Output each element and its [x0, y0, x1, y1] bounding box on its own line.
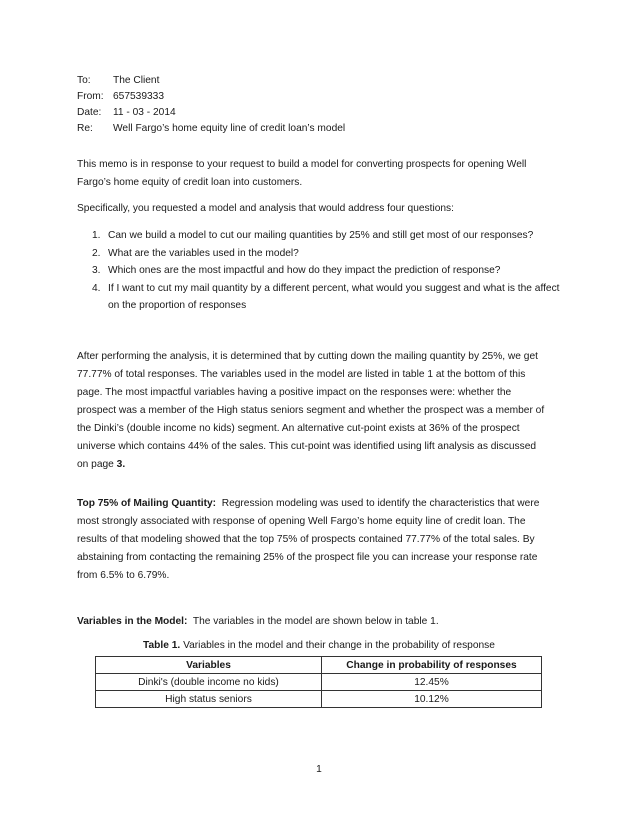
list-number: 4.	[92, 282, 101, 294]
caption-text: Variables in the model and their change in the probability of response	[183, 640, 495, 651]
page-reference: 3.	[116, 459, 126, 470]
from-value: 657539333	[113, 91, 164, 102]
cell-change: 10.12%	[322, 691, 542, 708]
to-label: To:	[77, 75, 91, 86]
header-date-row	[77, 105, 345, 121]
variables-text: The variables in the model are shown below in table 1.	[192, 616, 439, 627]
summary-text: After performing the analysis, it is determined that by cutting down the mailing quantity by 25%, we get 77.77% of total responses. The variables used in the model are listed in table 1 at the bottom of this page. The most impactful variables having a positive impact on the responses were: whether the prospect was a member of the High status seniors segment and whether the prospect was a member of the Dinki’s (double income no kids) segment. An alternative cut-point exists at 36% of the prospect universe which contains 44% of the sales. This cut-point was identified using lift analysis as discussed on page	[77, 351, 545, 470]
list-text: Which ones are the most impactful and how do they impact the prediction of response?	[108, 265, 501, 276]
header-from-row	[77, 89, 345, 105]
table-row	[96, 674, 542, 691]
summary-paragraph	[77, 348, 547, 474]
cell-change: 12.45%	[322, 674, 542, 691]
header-re-row	[77, 121, 345, 137]
variables-heading: Variables in the Model:	[77, 616, 188, 627]
top75-paragraph	[77, 495, 547, 585]
date-value: 11 - 03 - 2014	[113, 107, 176, 118]
from-label: From:	[77, 91, 104, 102]
list-item	[92, 280, 562, 315]
request-paragraph: Specifically, you requested a model and analysis that would address four questions:	[77, 203, 454, 214]
intro-paragraph: This memo is in response to your request to build a model for converting prospects for opening Well Fargo’s home equity of credit loan into customers.	[77, 159, 527, 188]
table-header-row	[96, 657, 542, 674]
header-change: Change in probability of responses	[322, 657, 542, 674]
list-text: What are the variables used in the model?	[108, 247, 299, 259]
to-value: The Client	[113, 75, 160, 86]
list-number: 1.	[92, 230, 101, 241]
header-variables: Variables	[96, 657, 322, 674]
table-row	[96, 691, 542, 708]
cell-variable: Dinki's (double income no kids)	[96, 674, 322, 691]
re-value: Well Fargo’s home equity line of credit loan’s model	[113, 123, 346, 134]
page-number: 1	[316, 764, 322, 775]
list-text: If I want to cut my mail quantity by a different percent, what would you suggest and what is the affect on the proportion of responses	[108, 282, 560, 311]
list-number: 3.	[92, 265, 101, 276]
list-number: 2.	[92, 247, 101, 259]
list-item	[92, 262, 562, 280]
variables-table	[95, 656, 542, 708]
re-label: Re:	[77, 123, 93, 134]
top75-text: Regression modeling was used to identify the characteristics that were most strongly associated with response of opening Well Fargo’s home equity line of credit loan. The results of that modeling showed that the top 75% of prospects contained 77.77% of the total sales. By abstaining from contacting the remaining 25% of the prospect file you can increase your response rate from 6.5% to 6.79%.	[77, 498, 540, 581]
list-item	[92, 245, 562, 263]
top75-heading: Top 75% of Mailing Quantity:	[77, 498, 217, 509]
list-text: Can we build a model to cut our mailing quantities by 25% and still get most of our responses?	[108, 230, 534, 241]
cell-variable: High status seniors	[96, 691, 322, 708]
variables-paragraph	[77, 613, 547, 631]
date-label: Date:	[77, 107, 102, 118]
memo-header	[77, 73, 345, 137]
questions-list	[92, 227, 562, 315]
caption-label: Table 1.	[143, 640, 181, 651]
list-item	[92, 227, 562, 245]
header-to-row	[77, 73, 345, 89]
table-caption	[0, 638, 638, 654]
